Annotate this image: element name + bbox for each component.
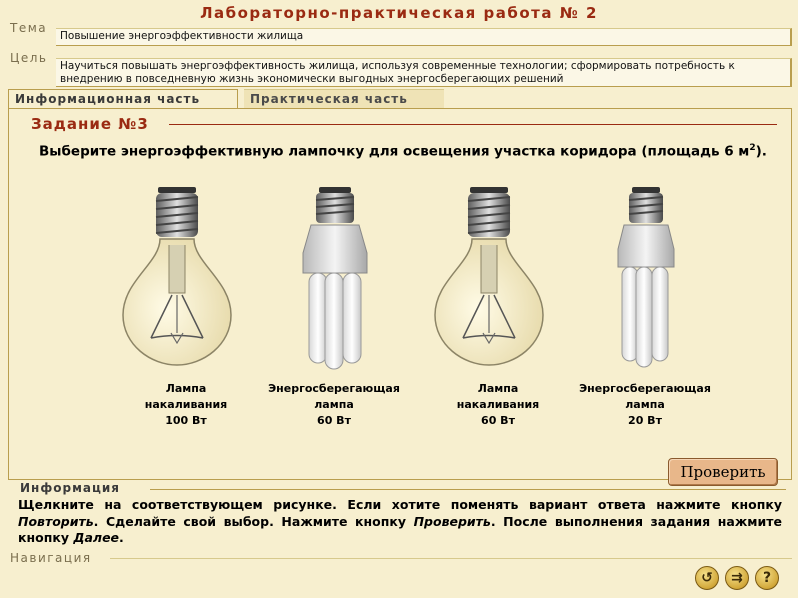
next-button[interactable] [725,566,749,590]
tab-practice[interactable]: Практическая часть [244,89,444,109]
info-rule [150,489,786,490]
tab-information[interactable]: Информационная часть [8,89,238,109]
topic-label: Тема [10,21,48,35]
task-title-rule [169,124,777,125]
energy-saving-bulb-icon [570,183,720,379]
check-button[interactable]: Проверить [668,458,778,486]
goal-label: Цель [10,51,48,65]
page-title: Лабораторно-практическая работа № 2 [200,4,598,22]
lamp-option-1[interactable] [111,183,261,433]
energy-saving-bulb-icon [259,183,409,379]
info-label: Информация [20,481,120,495]
lamp-caption-2: Энергосберегающая лампа 60 Вт [268,382,400,427]
topic-field: Повышение энергоэффективности жилища [56,28,792,46]
task-panel [8,108,792,480]
lamp-caption-1: Лампа накаливания 100 Вт [144,382,228,427]
repeat-icon: ↺ [701,570,713,586]
help-button[interactable] [755,566,779,590]
lamp-caption-3: Лампа накаливания 60 Вт [456,382,540,427]
help-icon: ? [762,570,772,586]
navigation-rule [110,558,792,559]
task-title: Задание №3 [31,115,149,133]
goal-field: Научиться повышать энергоэффективность жилища, используя современные технологии; сформировать потребность к внедрению в повседневную жизнь экономически выгодных энергосберегающих решений [56,58,792,87]
repeat-button[interactable] [695,566,719,590]
navigation-label: Навигация [10,551,92,565]
next-icon: ⇉ [731,570,743,586]
lamp-option-4[interactable] [570,183,720,433]
task-question: Выберите энергоэффективную лампочку для освещения участка коридора (площадь 6 $м^2$). [39,143,767,160]
lamp-option-3[interactable] [423,183,573,433]
incandescent-bulb-icon [423,183,573,379]
incandescent-bulb-icon [111,183,261,379]
lamp-caption-4: Энергосберегающая лампа 20 Вт [579,382,711,427]
info-text: Щелкните на соответствующем рисунке. Если хотите поменять вариант ответа нажмите кнопку Повторить. Сделайте свой выбор. Нажмите кнопку Проверить. После выполнения задания нажмите кнопку Далее. [18,497,782,545]
lamp-option-2[interactable] [259,183,409,433]
